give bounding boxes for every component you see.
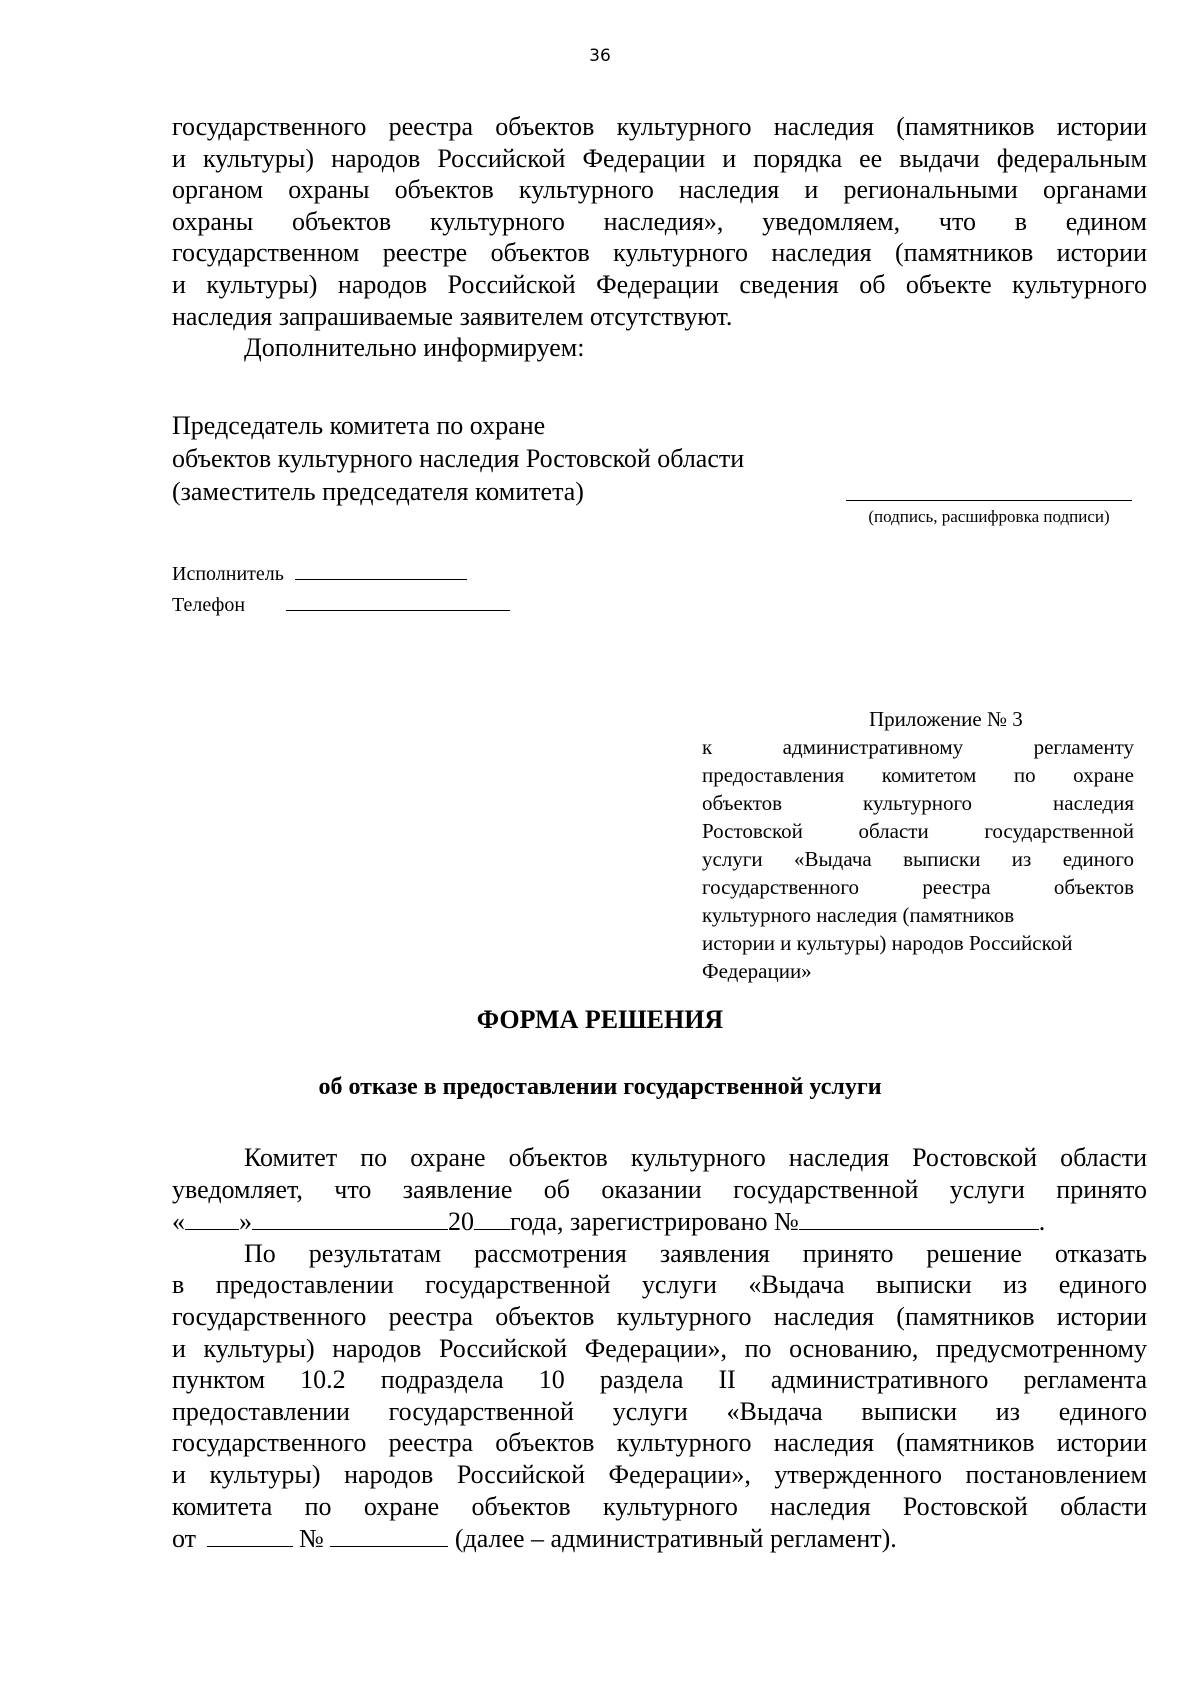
appendix-line: Ростовской области государственной [702,819,1134,843]
appendix-line: услуги «Выдача выписки из единого [702,847,1134,871]
year-blank [474,1205,510,1230]
decision-body [172,1142,1147,1555]
signatory-line: (заместитель председателя комитета) [172,477,584,506]
text-line: и культуры) народов Российской Федерации», утвержденного постановлением [172,1459,1147,1489]
text-line: комитета по охране объектов культурного наследия Ростовской области [172,1491,1147,1521]
phone-row [172,592,510,617]
year-prefix: 20 [448,1207,474,1237]
appendix-line: предоставления комитетом по охране [702,763,1134,787]
day-blank [185,1205,239,1230]
appendix-block [702,733,1134,985]
text-line: Комитет по охране объектов культурного наследия Ростовской области [244,1143,1147,1172]
signatory-line: Председатель комитета по охране [172,411,546,440]
text-line: уведомляет, что заявление об оказании государственной услуги принято [172,1174,1147,1204]
close-quote: » [239,1207,252,1237]
month-blank [252,1205,448,1230]
appendix-line: к административному регламенту [702,735,1134,759]
registered-label: года, зарегистрировано № [510,1207,799,1237]
text-line: и культуры) народов Российской Федерации сведения об объекте культурного [172,269,1147,299]
additional-info: Дополнительно информируем: [244,333,585,363]
date-registration-line [172,1205,1147,1238]
signatory-block [172,409,744,508]
text-line: наследия запрашиваемые заявителем отсутствуют. [172,301,733,331]
regulation-tail: (далее – административный регламент). [454,1524,897,1554]
appendix-line: объектов культурного наследия [702,791,1134,815]
text-line: государственном реестре объектов культурного наследия (памятников истории [172,238,1147,268]
text-line: пунктом 10.2 подраздела 10 раздела II административного регламента [172,1365,1147,1395]
text-line: государственного реестра объектов культурного наследия (памятников истории [172,112,1147,141]
signatory-line: объектов культурного наследия Ростовской области [172,444,745,473]
registration-number-blank [799,1205,1039,1230]
text-line: государственного реестра объектов культурного наследия (памятников истории [172,1301,1147,1331]
signature-caption: (подпись, расшифровка подписи) [868,507,1110,526]
appendix-line: Федерации» [702,959,812,983]
appendix-line: государственного реестра объектов [702,875,1134,899]
top-paragraph [172,111,1147,364]
from-label: от [172,1524,197,1554]
text-line: и культуры) народов Российской Федерации», по основанию, предусмотренному [172,1333,1147,1363]
text-line: государственного реестра объектов культурного наследия (памятников истории [172,1428,1147,1458]
page-number: 36 [589,46,611,66]
appendix-title: Приложение № 3 [869,707,1023,731]
regulation-ref-line [172,1522,1147,1555]
signature-line [846,500,1132,501]
regulation-number-blank [330,1522,448,1547]
text-line: предоставлении государственной услуги «Выдача выписки из единого [172,1396,1147,1426]
text-line: По результатам рассмотрения заявления принято решение отказать [244,1238,1147,1268]
open-quote: « [172,1207,185,1237]
executor-row [172,561,467,586]
appendix-line: культурного наследия (памятников [702,903,1015,927]
number-sign: № [299,1524,324,1554]
executor-blank [295,561,467,580]
appendix-line: истории и культуры) народов Российской [702,931,1073,955]
executor-label: Исполнитель [172,563,284,585]
form-title: ФОРМА РЕШЕНИЯ [476,1005,724,1034]
phone-blank [286,592,510,611]
phone-label: Телефон [172,594,246,616]
line-end: . [1038,1207,1046,1237]
text-line: и культуры) народов Российской Федерации и порядка ее выдачи федеральным [172,143,1147,173]
form-subtitle: об отказе в предоставлении государственной услуги [318,1074,882,1100]
text-line: охраны объектов культурного наследия», уведомляем, что в едином [172,206,1147,236]
text-line: в предоставлении государственной услуги «Выдача выписки из единого [172,1270,1147,1300]
date-blank [207,1522,293,1547]
text-line: органом охраны объектов культурного наследия и региональными органами [172,175,1147,205]
